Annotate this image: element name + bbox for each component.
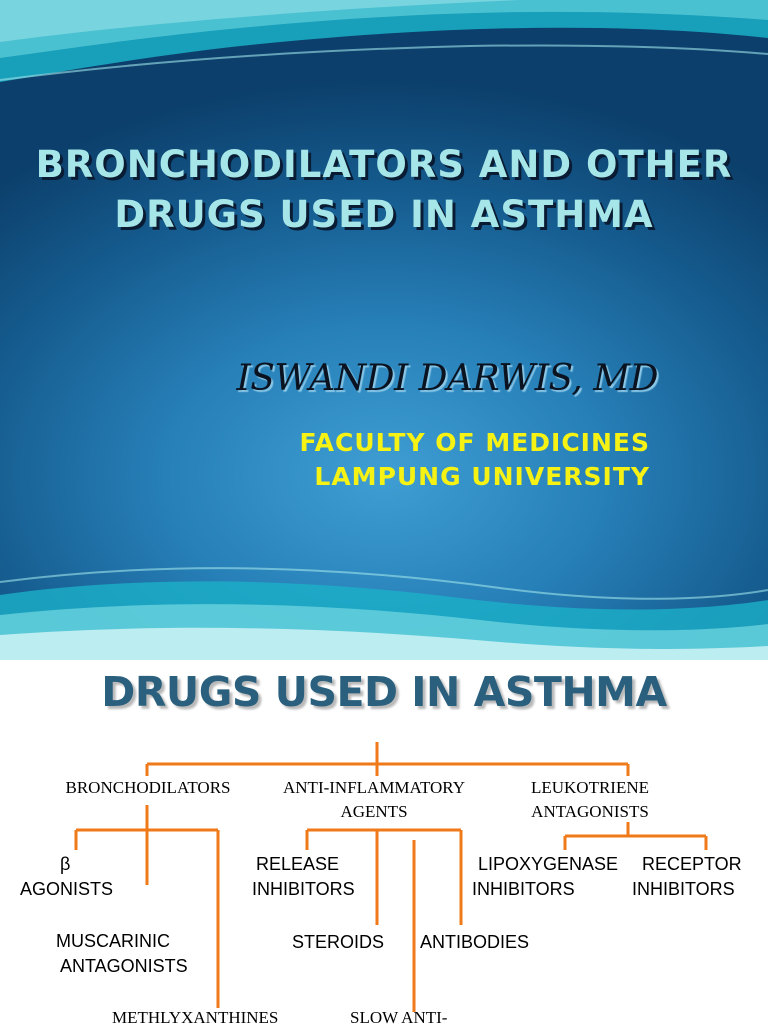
category-anti-inflammatory [262,776,486,824]
slide-title: DRUGS USED IN ASTHMA [101,668,667,716]
title-line-1: BRONCHODILATORS AND OTHER [35,143,733,186]
item-slow-anti: SLOW ANTI- [350,1008,448,1027]
item-receptor-inhibitors [632,852,762,902]
author-name: ISWANDI DARWIS, MD [236,358,658,399]
muscarinic-line-1: MUSCARINIC [56,931,171,951]
anti-inflammatory-line-2: AGENTS [340,802,408,821]
item-steroids: STEROIDS [292,932,385,952]
item-release-inhibitors [252,852,382,902]
receptor-line-1: RECEPTOR [642,854,742,874]
receptor-line-2: INHIBITORS [632,879,735,899]
category-leukotriene [510,776,670,824]
item-antibodies: ANTIBODIES [420,932,530,952]
category-bronchodilators: BRONCHODILATORS [65,778,231,797]
faculty-line-2: LAMPUNG UNIVERSITY [314,462,650,491]
release-line-2: INHIBITORS [252,879,355,899]
affiliation [0,426,650,494]
lipoxygenase-line-1: LIPOXYGENASE [478,854,619,874]
beta-symbol: β [60,854,71,874]
item-muscarinic-antagonists [56,929,206,979]
release-line-1: RELEASE [256,854,340,874]
item-lipoxygenase-inhibitors [472,852,632,902]
item-methylxanthines: METHLYXANTHINES [112,1008,279,1027]
item-beta-agonists [20,852,132,902]
title-line-2: DRUGS USED IN ASTHMA [114,193,654,236]
beta-agonists-label: AGONISTS [20,879,114,899]
muscarinic-line-2: ANTAGONISTS [60,956,188,976]
leukotriene-line-1: LEUKOTRIENE [530,778,650,797]
faculty-line-1: FACULTY OF MEDICINES [299,428,650,457]
leukotriene-line-2: ANTAGONISTS [531,802,649,821]
lipoxygenase-line-2: INHIBITORS [472,879,575,899]
presentation-title [0,140,768,240]
drugs-tree-slide [0,660,768,1027]
anti-inflammatory-line-1: ANTI-INFLAMMATORY [283,778,465,797]
